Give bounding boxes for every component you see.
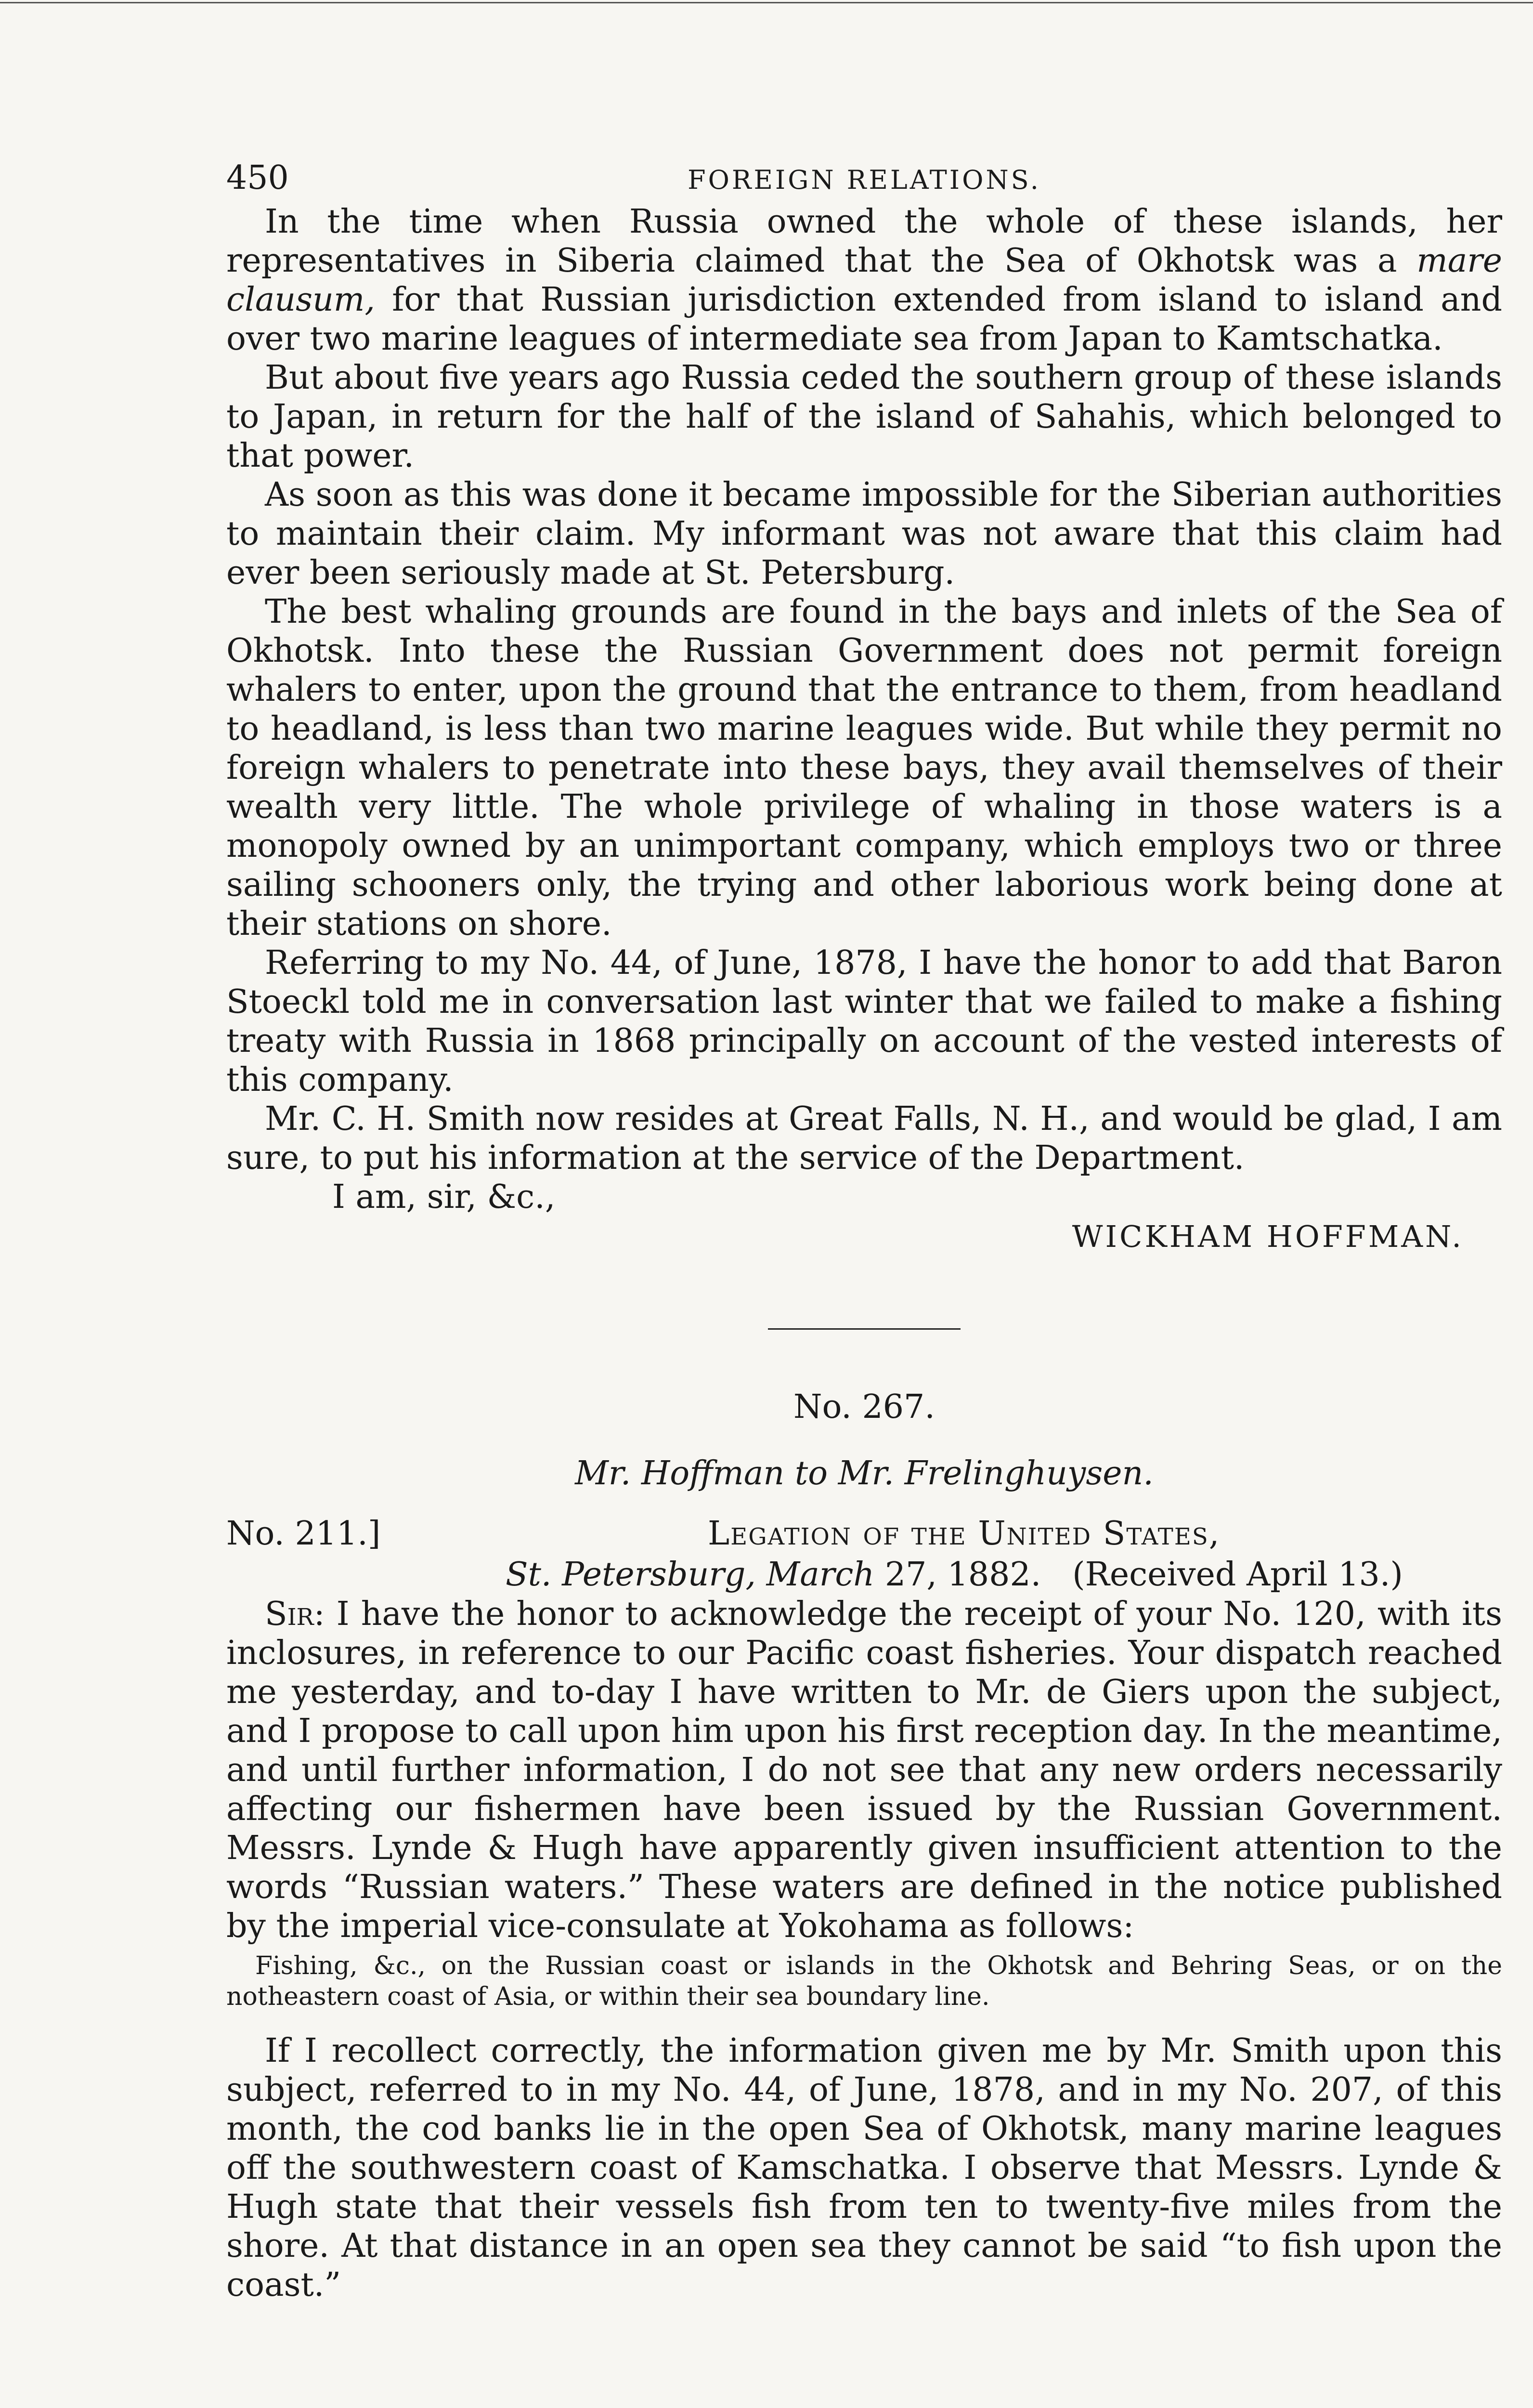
- closing-line: I am, sir, &c.,: [332, 1178, 556, 1216]
- paragraph: Mr. C. H. Smith now resides at Great Falls, N. H., and would be glad, I am sure, to put his information at the service of the Department.: [226, 1100, 1502, 1177]
- document-number: No. 267.: [793, 1388, 935, 1426]
- page-body: [226, 159, 1502, 2304]
- running-title: FOREIGN RELATIONS.: [688, 165, 1041, 195]
- letter-continuation: [226, 202, 1502, 1257]
- paragraph: As soon as this was done it became impossible for the Siberian authorities to maintain their claim. My informant was not aware that this claim had ever been seriously made at St. Petersburg.: [226, 476, 1502, 592]
- quoted-notice: Fishing, &c., on the Russian coast or islands in the Okhotsk and Behring Seas, or on the notheastern coast of Asia, or within their sea boundary line.: [226, 1951, 1502, 2011]
- dateline: St. Petersburg, March 27, 1882. (Received April 13.): [506, 1556, 1403, 1594]
- salutation: Sir: [265, 1595, 314, 1633]
- section-divider: [768, 1328, 961, 1330]
- paragraph: In the time when Russia owned the whole of these islands, her representatives in Siberia claimed that the Sea of Okhotsk was a mare clausum, for that Russian jurisdiction extended from island to island and over two marine leagues of intermediate sea from Japan to Kamtschatka.: [226, 203, 1502, 358]
- paragraph: If I recollect correctly, the information given me by Mr. Smith upon this subject, referred to in my No. 44, of June, 1878, and in my No. 207, of this month, the cod banks lie in the open Sea of Okhotsk, many marine leagues off the southwestern coast of Kamschatka. I observe that Messrs. Lynde & Hugh state that their vessels fish from ten to twenty-five miles from the shore. At that distance in an open sea they cannot be said “to fish upon the coast.”: [226, 2032, 1502, 2304]
- document-subtitle: Mr. Hoffman to Mr. Frelinghuysen.: [575, 1454, 1154, 1492]
- top-border-line: [0, 2, 1533, 3]
- paragraph: The best whaling grounds are found in the bays and inlets of the Sea of Okhotsk. Into these the Russian Government does not permit foreign whalers to enter, upon the ground that the entrance to them, from headland to headland, is less than two marine leagues wide. But while they permit no foreign whalers to penetrate into these bays, they avail themselves of their wealth very little. The whole privilege of whaling in those waters is a monopoly owned by an unimportant company, which employs two or three sailing schooners only, the trying and other laborious work being done at their stations on shore.: [226, 593, 1502, 943]
- page-number: 450: [226, 159, 289, 197]
- paragraph: Referring to my No. 44, of June, 1878, I have the honor to add that Baron Stoeckl told me in conversation last winter that we failed to make a fishing treaty with Russia in 1868 principally on account of the vested interests of this company.: [226, 944, 1502, 1099]
- paragraph: But about five years ago Russia ceded the southern group of these islands to Japan, in return for the half of the island of Sahahis, which belonged to that power.: [226, 359, 1502, 475]
- signature: WICKHAM HOFFMAN.: [1072, 1219, 1464, 1254]
- legation-title: Legation of the United States,: [708, 1515, 1221, 1553]
- dispatch-header: [226, 1515, 1502, 1555]
- dispatch-number: No. 211.]: [226, 1515, 381, 1553]
- paragraph: Sir: I have the honor to acknowledge the receipt of your No. 120, with its inclosures, in reference to our Pacific coast fisheries. Your dispatch reached me yesterday, and to-day I have written to Mr. de Giers upon the subject, and I propose to call upon him upon his first reception day. In the meantime, and until further information, I do not see that any new orders necessarily affecting our fishermen have been issued by the Russian Government. Messrs. Lynde & Hugh have apparently given insufficient attention to the words “Russian waters.” These waters are defined in the notice published by the imperial vice-consulate at Yokohama as follows:: [226, 1595, 1502, 1945]
- page-header: [226, 159, 1502, 202]
